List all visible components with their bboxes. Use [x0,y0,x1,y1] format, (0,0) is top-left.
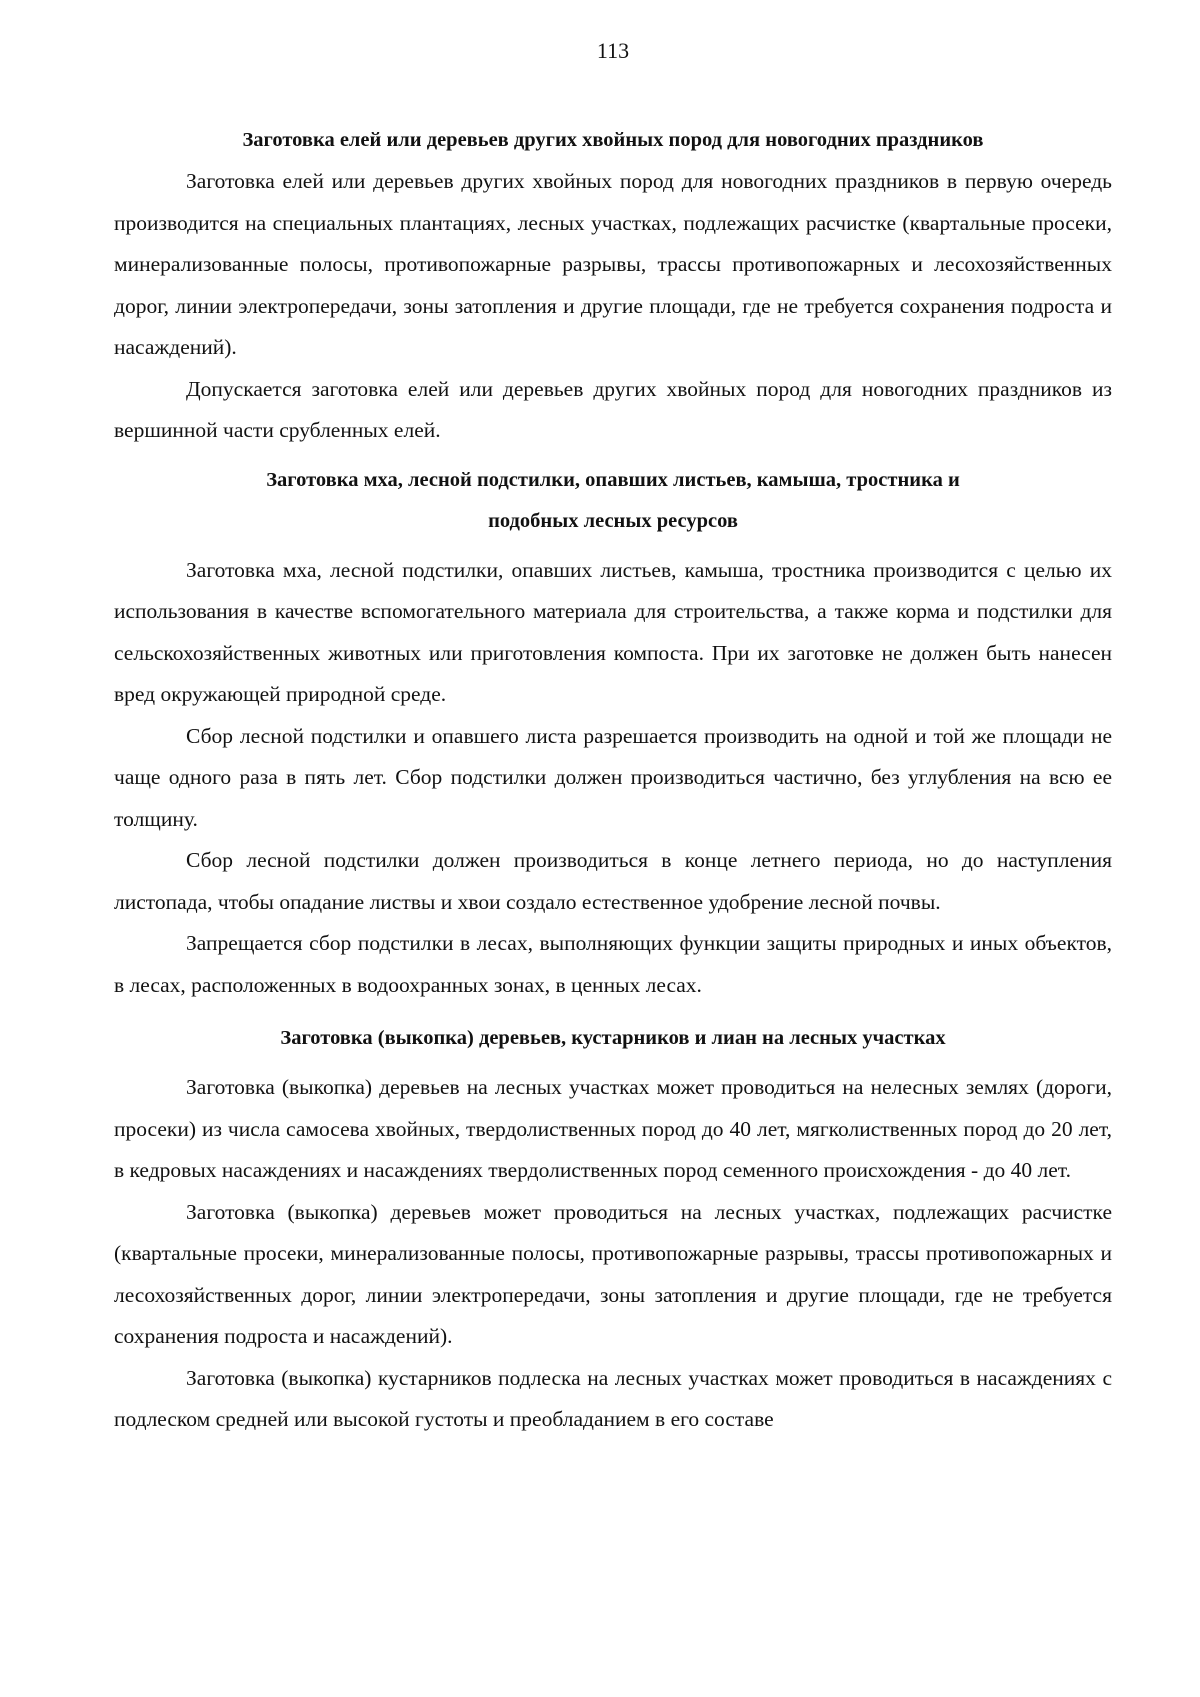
section-digging-trees [114,1018,1112,1441]
section-heading-line-2: подобных лесных ресурсов [488,509,738,532]
page-number: 113 [596,38,630,63]
paragraph: Заготовка (выкопка) кустарников подлеска на лесных участках может проводиться в насаждениях с подлеском средней или высокой густоты и преобладанием в его составе [114,1365,1112,1431]
section-moss-litter [114,460,1112,1007]
paragraph: Заготовка елей или деревьев других хвойных пород для новогодних праздников в первую очередь производится на специальных плантациях, лесных участках, подлежащих расчистке (квартальные просеки, минерализованные полосы, противопожарные разрывы, трассы противопожарных и лесохозяйственных дорог, линии электропередачи, зоны затопления и другие площади, где не требуется сохранения подроста и насаждений). [114,169,1112,359]
paragraph: Сбор лесной подстилки должен производиться в конце летнего периода, но до наступления листопада, чтобы опадание листвы и хвои создало естественное удобрение лесной почвы. [114,848,1112,914]
section-heading-line-1: Заготовка мха, лесной подстилки, опавших листьев, камыша, тростника и [266,468,960,491]
paragraph: Заготовка мха, лесной подстилки, опавших листьев, камыша, тростника производится с целью их использования в качестве вспомогательного материала для строительства, а также корма и подстилки для сельскохозяйственных животных или приготовления компоста. При их заготовке не должен быть нанесен вред окружающей природной среде. [114,557,1112,706]
paragraph: Сбор лесной подстилки и опавшего листа разрешается производить на одной и той же площади не чаще одного раза в пять лет. Сбор подстилки должен производиться частично, без углубления на всю ее толщину. [114,723,1112,831]
paragraph: Запрещается сбор подстилки в лесах, выполняющих функции защиты природных и иных объектов, в лесах, расположенных в водоохранных зонах, в ценных лесах. [114,931,1112,997]
section-heading: Заготовка елей или деревьев других хвойных пород для новогодних праздников [242,129,984,151]
paragraph: Заготовка (выкопка) деревьев на лесных участках может проводиться на нелесных землях (дороги, просеки) из числа самосева хвойных, твердолиственных пород до 40 лет, мягколиственных пород до 20 лет, в кедровых насаждениях и насаждениях твердолиственных пород семенного происхождения - до 40 лет. [114,1075,1112,1182]
section-heading [114,460,1112,542]
section-heading: Заготовка (выкопка) деревьев, кустарников и лиан на лесных участках [280,1027,946,1049]
document-body [114,120,1112,1441]
paragraph: Заготовка (выкопка) деревьев может проводиться на лесных участках, подлежащих расчистке (квартальные просеки, минерализованные полосы, противопожарные разрывы, трассы противопожарных и лесохозяйственных дорог, линии электропередачи, зоны затопления и другие площади, где не требуется сохранения подроста и насаждений). [114,1199,1112,1348]
section-christmas-trees [114,120,1112,452]
paragraph: Допускается заготовка елей или деревьев других хвойных пород для новогодних праздников из вершинной части срубленных елей. [114,376,1112,442]
